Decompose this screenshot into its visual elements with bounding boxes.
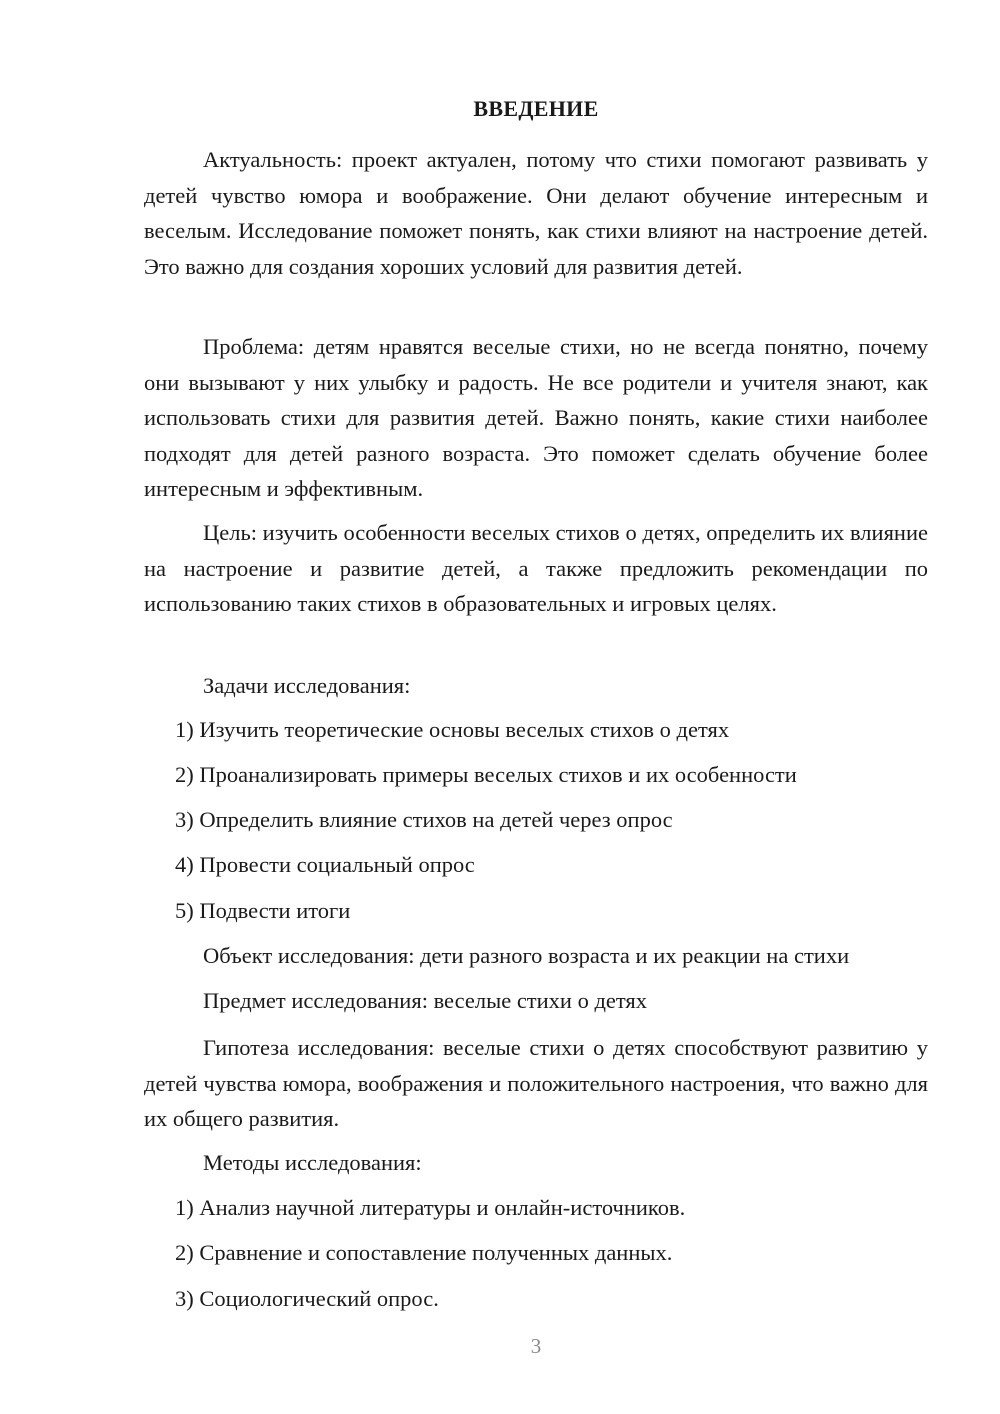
research-subject: Предмет исследования: веселые стихи о детях: [203, 988, 648, 1013]
task-item: 2) Проанализировать примеры веселых стихов и их особенности: [175, 762, 797, 787]
task-item: 5) Подвести итоги: [175, 898, 351, 923]
problem-paragraph: Проблема: детям нравятся веселые стихи, но не всегда понятно, почему они вызывают у них улыбку и радость. Не все родители и учителя знают, как использовать стихи для развития детей. Важно понять, какие стихи наиболее подходят для детей разного возраста. Это поможет сделать обучение более интересным и эффективным.: [144, 334, 928, 501]
relevance-paragraph: Актуальность: проект актуален, потому что стихи помогают развивать у детей чувство юмора и воображение. Они делают обучение интересным и веселым. Исследование поможет понять, как стихи влияют на настроение детей. Это важно для создания хороших условий для развития детей.: [144, 147, 928, 279]
hypothesis-paragraph: Гипотеза исследования: веселые стихи о детях способствуют развитию у детей чувства юмора, воображения и положительного настроения, что важно для их общего развития.: [144, 1035, 928, 1131]
task-item: 3) Определить влияние стихов на детей через опрос: [175, 807, 673, 832]
page-number: 3: [530, 1334, 542, 1358]
method-item: 3) Социологический опрос.: [175, 1286, 439, 1311]
task-item: 1) Изучить теоретические основы веселых стихов о детях: [175, 717, 730, 742]
page-title: ВВЕДЕНИЕ: [473, 96, 599, 121]
method-item: 1) Анализ научной литературы и онлайн-источников.: [175, 1195, 686, 1220]
research-object: Объект исследования: дети разного возраста и их реакции на стихи: [203, 943, 850, 968]
goal-paragraph: Цель: изучить особенности веселых стихов о детях, определить их влияние на настроение и развитие детей, а также предложить рекомендации по использованию таких стихов в образовательных и игровых целях.: [144, 520, 928, 616]
methods-heading: Методы исследования:: [203, 1150, 422, 1175]
tasks-heading: Задачи исследования:: [203, 673, 411, 698]
task-item: 4) Провести социальный опрос: [175, 852, 475, 877]
method-item: 2) Сравнение и сопоставление полученных данных.: [175, 1240, 673, 1265]
